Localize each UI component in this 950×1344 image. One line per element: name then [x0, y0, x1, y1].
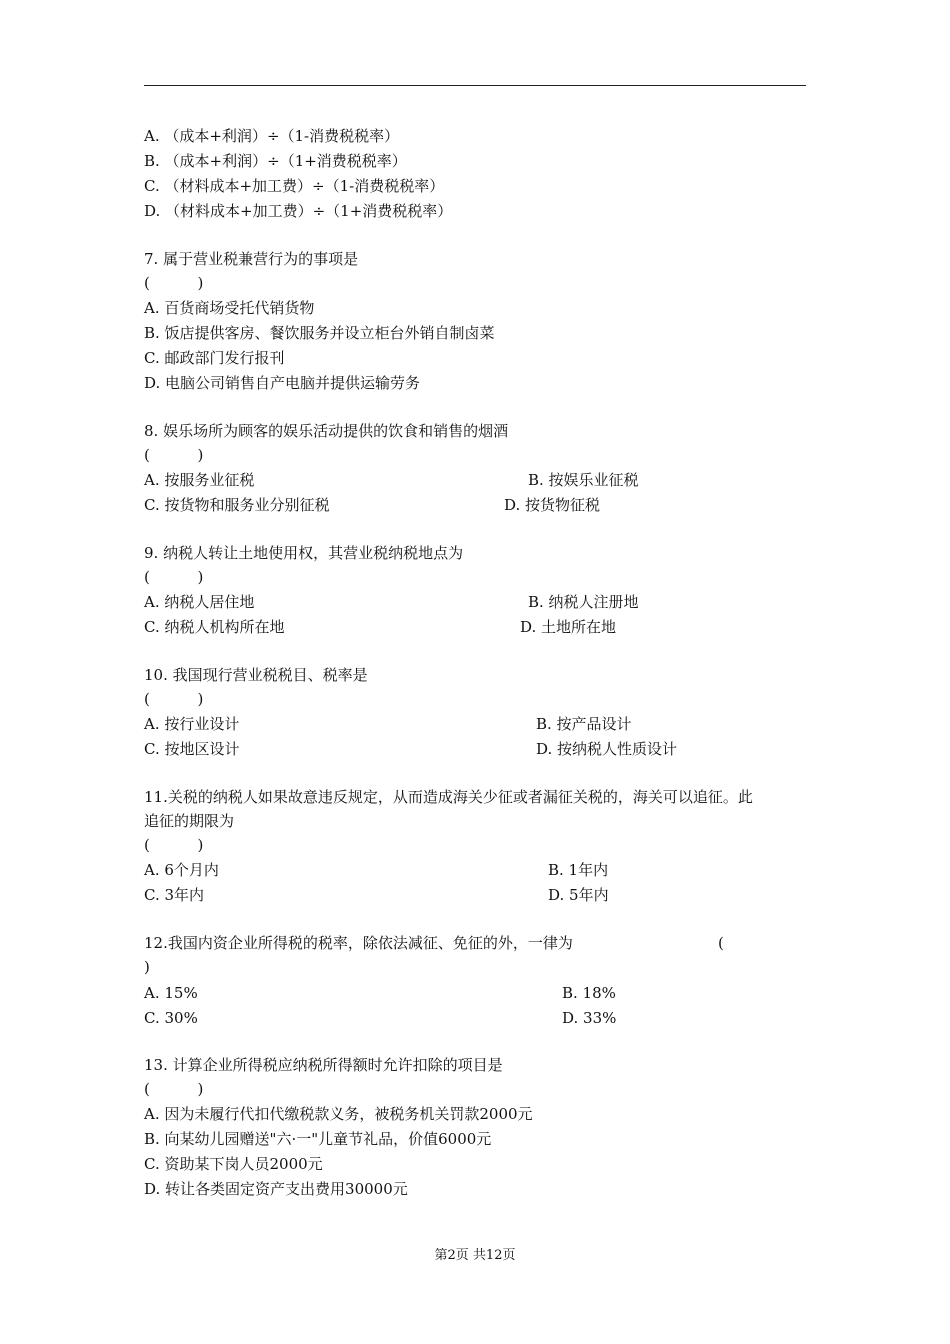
q10-question: 10. 我国现行营业税税目、税率是	[144, 666, 368, 684]
q7-option-c: C. 邮政部门发行报刊	[144, 349, 285, 367]
q7-question: 7. 属于营业税兼营行为的事项是	[144, 250, 359, 268]
q7-answer-blank: ( )	[144, 274, 204, 292]
q9-option-a: A. 纳税人居住地	[144, 593, 255, 611]
q6-option-b: B. （成本+利润）÷（1+消费税税率）	[144, 152, 407, 170]
q9-answer-blank: ( )	[144, 568, 204, 586]
q7-option-b: B. 饭店提供客房、餐饮服务并设立柜台外销自制卤菜	[144, 324, 495, 342]
q11-option-c: C. 3年内	[144, 886, 205, 904]
q11-option-a: A. 6个月内	[144, 861, 219, 879]
q9-option-b: B. 纳税人注册地	[528, 593, 639, 611]
q13-question: 13. 计算企业所得税应纳税所得额时允许扣除的项目是	[144, 1056, 503, 1074]
q6-option-d: D. （材料成本+加工费）÷（1+消费税税率）	[144, 202, 453, 220]
q11-answer-blank: ( )	[144, 836, 204, 854]
q10-option-c: C. 按地区设计	[144, 740, 240, 758]
q8-option-c: C. 按货物和服务业分别征税	[144, 496, 330, 514]
q12-question: 12.我国内资企业所得税的税率，除依法减征、免征的外，一律为	[144, 934, 573, 952]
q6-option-c: C. （材料成本+加工费）÷（1-消费税税率）	[144, 177, 445, 195]
q12-paren-open: (	[718, 934, 724, 952]
q13-option-d: D. 转让各类固定资产支出费用30000元	[144, 1180, 408, 1198]
q8-option-a: A. 按服务业征税	[144, 471, 255, 489]
q7-option-d: D. 电脑公司销售自产电脑并提供运输劳务	[144, 374, 421, 392]
q9-question: 9. 纳税人转让土地使用权，其营业税纳税地点为	[144, 544, 464, 562]
q10-option-b: B. 按产品设计	[536, 715, 632, 733]
q8-option-d: D. 按货物征税	[504, 496, 601, 514]
q12-option-b: B. 18%	[562, 984, 616, 1002]
q11-question-line2: 追征的期限为	[144, 812, 235, 830]
q13-option-b: B. 向某幼儿园赠送"六·一"儿童节礼品，价值6000元	[144, 1130, 492, 1148]
q13-answer-blank: ( )	[144, 1080, 204, 1098]
q12-option-c: C. 30%	[144, 1009, 198, 1027]
q9-option-c: C. 纳税人机构所在地	[144, 618, 285, 636]
q10-answer-blank: ( )	[144, 690, 204, 708]
q8-question: 8. 娱乐场所为顾客的娱乐活动提供的饮食和销售的烟酒	[144, 422, 509, 440]
q11-question-line1: 11.关税的纳税人如果故意违反规定，从而造成海关少征或者漏征关税的，海关可以追征。此	[144, 788, 753, 806]
q10-option-d: D. 按纳税人性质设计	[536, 740, 678, 758]
q7-option-a: A. 百货商场受托代销货物	[144, 299, 315, 317]
q12-option-a: A. 15%	[144, 984, 198, 1002]
q13-option-a: A. 因为未履行代扣代缴税款义务，被税务机关罚款2000元	[144, 1105, 533, 1123]
q12-paren-close: )	[144, 958, 150, 976]
q13-option-c: C. 资助某下岗人员2000元	[144, 1155, 323, 1173]
header-rule	[144, 85, 806, 86]
q11-option-b: B. 1年内	[548, 861, 609, 879]
q12-option-d: D. 33%	[562, 1009, 617, 1027]
q8-answer-blank: ( )	[144, 446, 204, 464]
q10-option-a: A. 按行业设计	[144, 715, 240, 733]
q8-option-b: B. 按娱乐业征税	[528, 471, 639, 489]
q11-option-d: D. 5年内	[548, 886, 609, 904]
q6-option-a: A. （成本+利润）÷（1-消费税税率）	[144, 127, 400, 145]
page-footer: 第2页 共12页	[434, 1248, 516, 1263]
q9-option-d: D. 土地所在地	[520, 618, 617, 636]
